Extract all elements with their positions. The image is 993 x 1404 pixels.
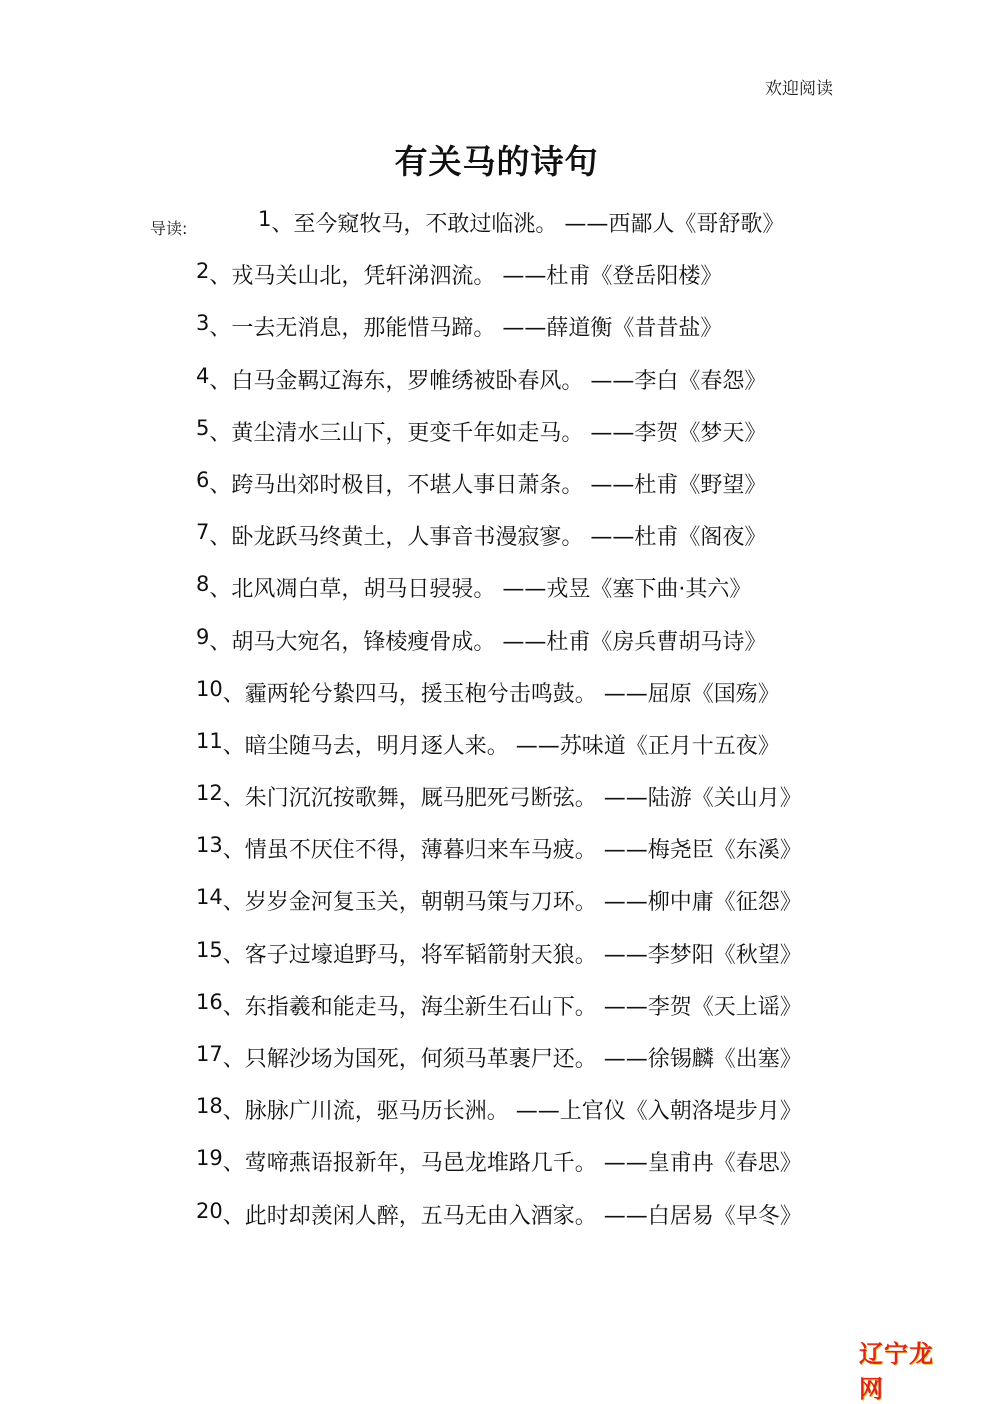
watermark-logo [859,1339,955,1403]
poem-number: 17 [196,1042,223,1066]
poem-number: 18 [196,1094,223,1119]
poem-number: 9 [196,624,210,649]
poem-text: 、一去无消息，那能惜马蹄。 ——薛道衡《昔昔盐》 [209,316,723,342]
poem-line-14 [196,882,802,934]
poem-line-4 [196,361,802,413]
poem-number: 4 [196,363,210,388]
watermark-text: 辽宁龙网 [859,1339,934,1403]
poem-number: 8 [196,572,210,597]
poem-text: 、岁岁金河复玉关，朝朝马策与刀环。 ——柳中庸《征怨》 [222,890,802,916]
poem-text: 、跨马出郊时极目，不堪人事日萧条。 ——杜甫《野望》 [209,472,767,498]
poem-line-7 [196,517,802,569]
poem-line-1 [196,204,802,256]
poem-number: 12 [196,781,223,806]
poem-number: 10 [196,676,223,701]
poem-text: 、戎马关山北，凭轩涕泗流。 ——杜甫《登岳阳楼》 [209,264,723,290]
poem-number: 15 [196,937,223,962]
poem-number: 14 [196,885,223,910]
poem-number: 13 [196,833,223,858]
poem-line-5 [196,413,802,465]
poem-text: 、暗尘随马去，明月逐人来。 ——苏味道《正月十五夜》 [222,733,780,759]
poem-text: 、朱门沉沉按歌舞，厩马肥死弓断弦。 ——陆游《关山月》 [222,786,802,812]
poem-line-8 [196,569,802,621]
poem-line-9 [196,622,802,674]
poem-number: 5 [196,415,210,440]
poem-line-16 [196,987,802,1039]
poem-number: 3 [196,311,210,336]
poem-number: 20 [196,1198,223,1223]
poem-list [196,204,802,1248]
poem-text: 、莺啼燕语报新年，马邑龙堆路几千。 ——皇甫冉《春思》 [222,1151,802,1177]
poem-text: 、白马金羁辽海东，罗帷绣被卧春风。 ——李白《春怨》 [209,368,767,394]
poem-line-3 [196,308,802,360]
poem-number: 6 [196,467,210,492]
poem-text: 、脉脉广川流，驱马历长洲。 ——上官仪《入朝洛堤步月》 [222,1099,802,1125]
poem-line-18 [196,1091,802,1143]
poem-text: 、至今窥牧马，不敢过临洮。 ——西鄙人《哥舒歌》 [271,212,785,237]
intro-label: 导读: [150,219,188,238]
poem-text: 、胡马大宛名，锋棱瘦骨成。 ——杜甫《房兵曹胡马诗》 [209,629,767,655]
poem-number: 2 [196,259,210,284]
poem-text: 、此时却羡闲人醉，五马无由入酒家。 ——白居易《早冬》 [222,1203,802,1229]
header-note: 欢迎阅读 [765,79,833,99]
poem-line-13 [196,830,802,882]
poem-text: 、只解沙场为国死，何须马革裹尸还。 ——徐锡麟《出塞》 [222,1047,802,1072]
poem-text: 、霾两轮兮絷四马，援玉枹兮击鸣鼓。 ——屈原《国殇》 [222,681,780,707]
poem-text: 、黄尘清水三山下，更变千年如走马。 ——李贺《梦天》 [209,420,767,446]
poem-text: 、客子过壕追野马，将军韬箭射天狼。 ——李梦阳《秋望》 [222,942,802,968]
poem-text: 、情虽不厌住不得，薄暮归来车马疲。 ——梅尧臣《东溪》 [222,838,802,864]
poem-line-15 [196,935,802,987]
poem-line-11 [196,726,802,778]
poem-number: 11 [196,728,223,753]
poem-line-12 [196,778,802,830]
poem-number: 7 [196,520,210,545]
poem-line-19 [196,1143,802,1195]
poem-line-2 [196,256,802,308]
poem-text: 、卧龙跃马终黄土，人事音书漫寂寥。 ——杜甫《阁夜》 [209,525,767,551]
poem-number: 19 [196,1146,223,1171]
poem-line-17 [196,1039,802,1091]
poem-text: 、北风凋白草，胡马日骎骎。 ——戎昱《塞下曲·其六》 [209,577,752,603]
page-title: 有关马的诗句 [394,142,599,181]
poem-line-10 [196,674,802,726]
poem-line-20 [196,1196,802,1248]
poem-text: 、东指羲和能走马，海尘新生石山下。 ——李贺《天上谣》 [222,994,802,1020]
poem-number: 16 [196,989,223,1014]
poem-number: 1 [258,207,272,231]
poem-line-6 [196,465,802,517]
